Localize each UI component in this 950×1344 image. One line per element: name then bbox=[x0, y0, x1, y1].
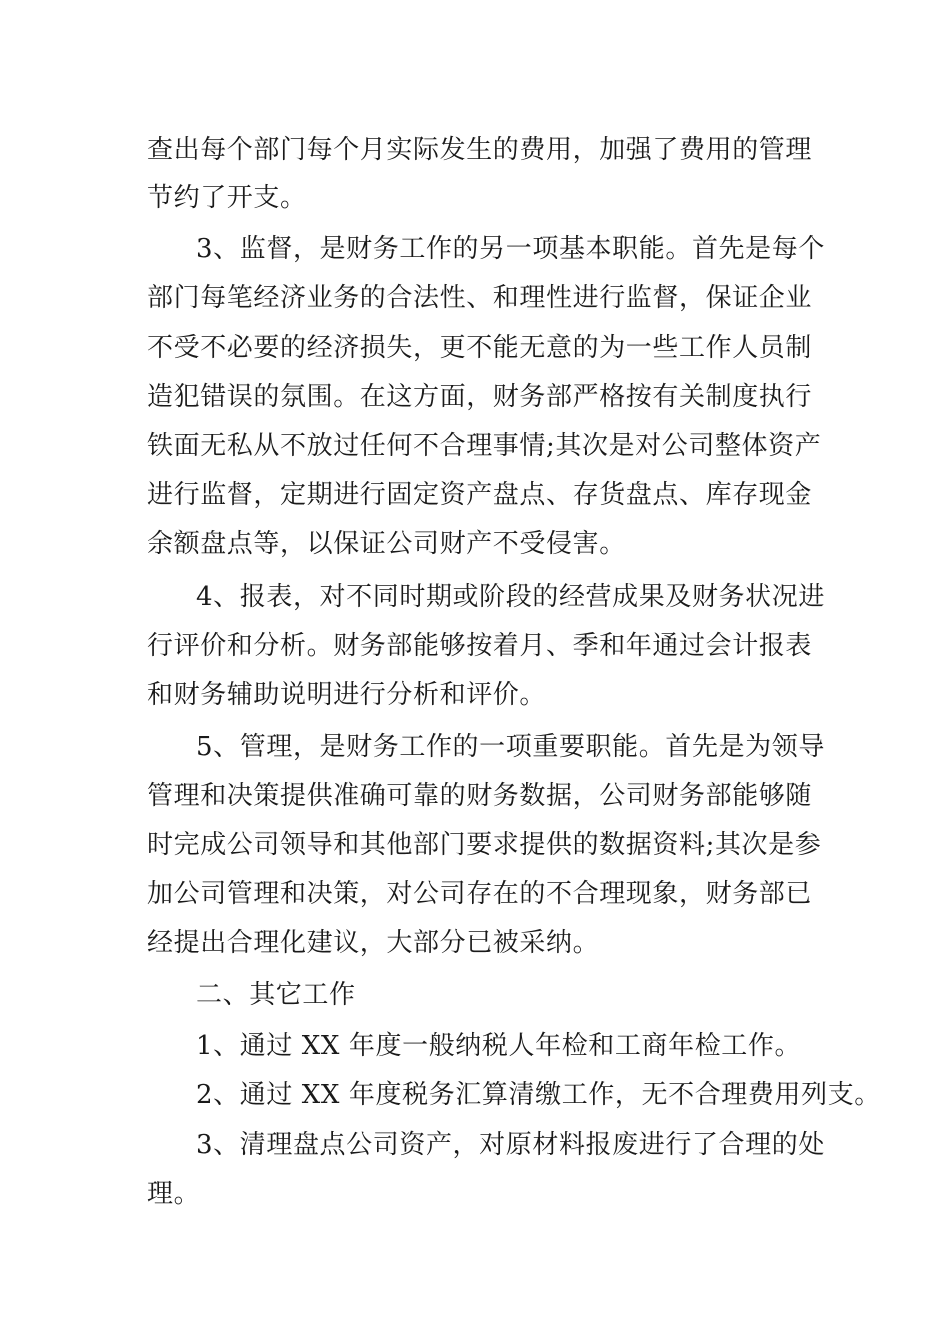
text-line: 时完成公司领导和其他部门要求提供的数据资料;其次是参 bbox=[147, 830, 822, 860]
list-item: 1、通过 XX 年度一般纳税人年检和工商年检工作。 bbox=[196, 1031, 802, 1061]
list-item: 3、清理盘点公司资产，对原材料报废进行了合理的处 bbox=[196, 1130, 825, 1160]
text-line: 和财务辅助说明进行分析和评价。 bbox=[147, 680, 547, 710]
text-line: 部门每笔经济业务的合法性、和理性进行监督，保证企业 bbox=[147, 283, 813, 313]
paragraph-start-line: 4、报表，对不同时期或阶段的经营成果及财务状况进 bbox=[196, 582, 825, 612]
text-line: 节约了开支。 bbox=[147, 183, 307, 213]
paragraph-start-line: 3、监督，是财务工作的另一项基本职能。首先是每个 bbox=[196, 234, 825, 264]
text-line: 理。 bbox=[147, 1179, 201, 1209]
text-line: 造犯错误的氛围。在这方面，财务部严格按有关制度执行 bbox=[147, 382, 813, 412]
text-line: 行评价和分析。财务部能够按着月、季和年通过会计报表 bbox=[147, 631, 813, 661]
text-line: 进行监督，定期进行固定资产盘点、存货盘点、库存现金 bbox=[147, 480, 813, 510]
paragraph-start-line: 5、管理，是财务工作的一项重要职能。首先是为领导 bbox=[196, 732, 825, 762]
text-line: 管理和决策提供准确可靠的财务数据，公司财务部能够随 bbox=[147, 781, 813, 811]
text-line: 铁面无私从不放过任何不合理事情;其次是对公司整体资产 bbox=[147, 431, 822, 461]
text-line: 经提出合理化建议，大部分已被采纳。 bbox=[147, 928, 600, 958]
text-line: 加公司管理和决策，对公司存在的不合理现象，财务部已 bbox=[147, 879, 813, 909]
list-item: 2、通过 XX 年度税务汇算清缴工作，无不合理费用列支。 bbox=[196, 1080, 881, 1110]
text-line: 余额盘点等，以保证公司财产不受侵害。 bbox=[147, 529, 626, 559]
section-heading: 二、其它工作 bbox=[196, 980, 356, 1010]
text-line: 不受不必要的经济损失，更不能无意的为一些工作人员制 bbox=[147, 333, 813, 363]
text-line: 查出每个部门每个月实际发生的费用，加强了费用的管理 bbox=[147, 135, 813, 165]
